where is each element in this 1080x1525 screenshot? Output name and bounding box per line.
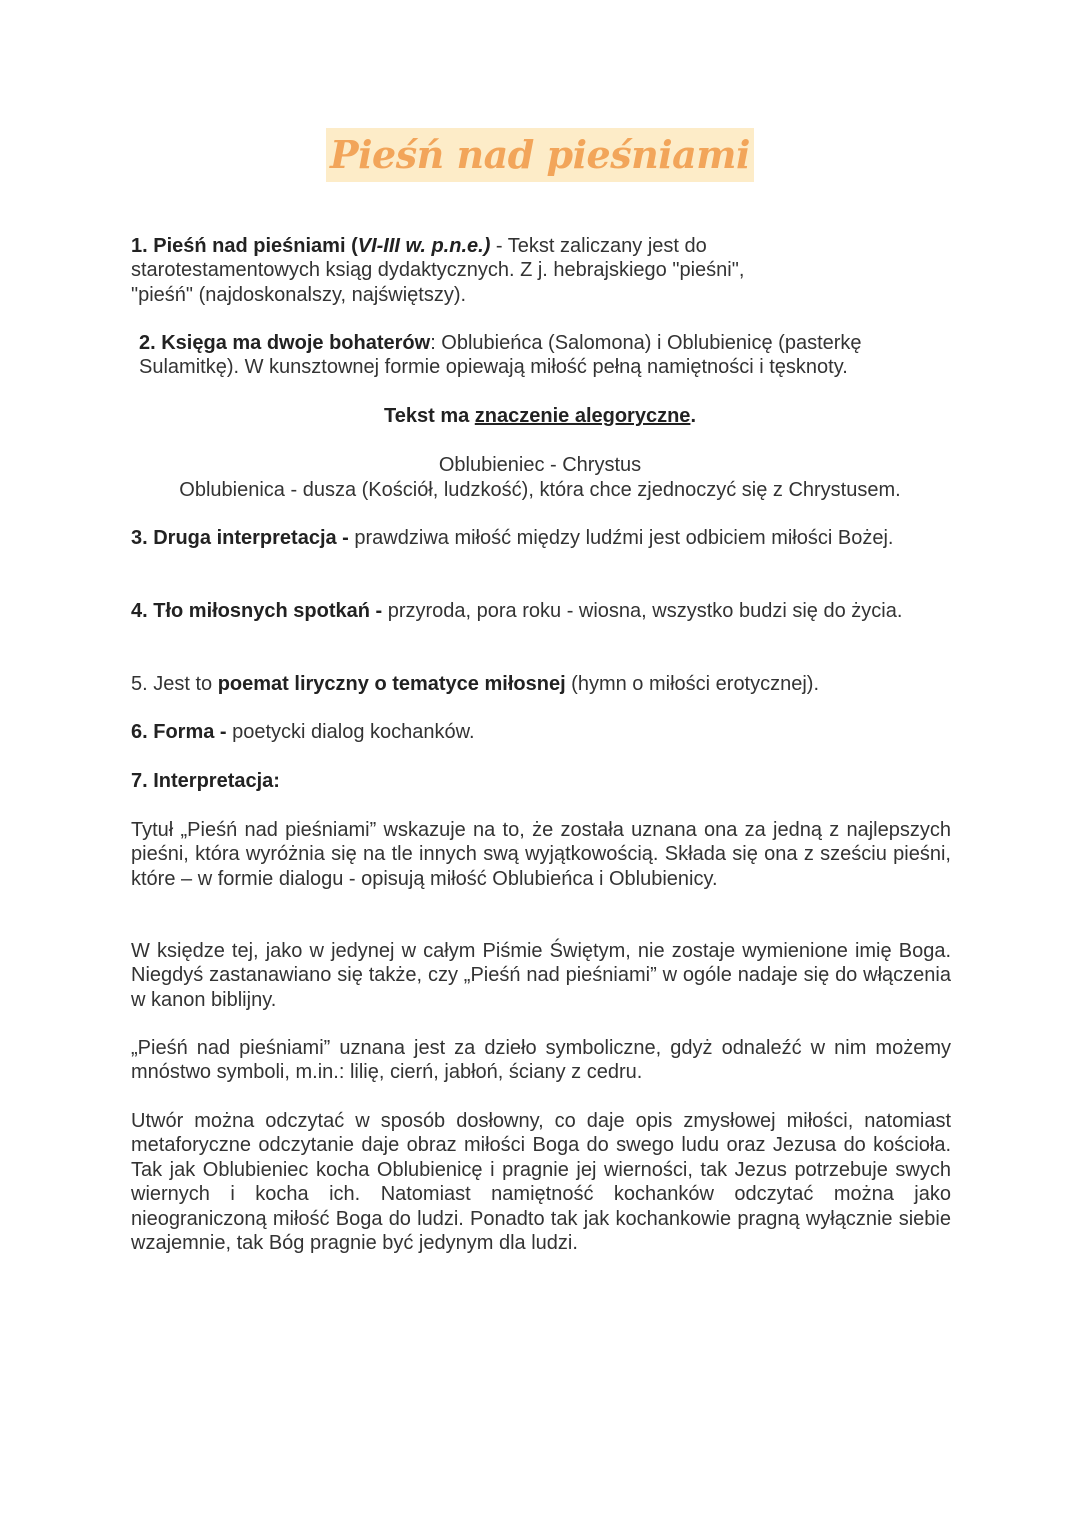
- allegory-heading: [0, 404, 1080, 428]
- point-4-text: przyroda, pora roku - wiosna, wszystko budzi się do życia.: [382, 600, 903, 622]
- point-6-text: poetycki dialog kochanków.: [226, 721, 475, 743]
- allegory-line-2: Oblubienica - dusza (Kościół, ludzkość), która chce zjednoczyć się z Chrystusem.: [179, 479, 901, 501]
- point-3-text: prawdziwa miłość między ludźmi jest odbiciem miłości Bożej.: [348, 527, 894, 549]
- allegory-line-1: Oblubieniec - Chrystus: [438, 454, 642, 476]
- allegory-heading-bold: Tekst ma: [384, 405, 475, 427]
- interpretation-paragraph-1: Tytuł „Pieśń nad pieśniami” wskazuje na to, że została uznana ona za jedną z najlepszych pieśni, która wyróżnia się na tle innych swą wyjątkowością. Składa się ona z sześciu pieśni, które – w formie dialogu - opisują miłość Oblubieńca i Oblubienicy.: [131, 819, 951, 890]
- point-3: [131, 526, 951, 550]
- point-7-heading: 7. Interpretacja:: [131, 770, 280, 792]
- point-5-start: 5. Jest to: [131, 673, 218, 695]
- interpretation-paragraph-3: „Pieśń nad pieśniami” uznana jest za dzieło symboliczne, gdyż odnaleźć w nim możemy mnóstwo symboli, m.in.: lilię, cierń, jabłoń, ściany z cedru.: [131, 1037, 951, 1084]
- point-5-text: (hymn o miłości erotycznej).: [565, 673, 820, 695]
- point-6-bold: 6. Forma -: [131, 721, 227, 743]
- interpretation-paragraph-4: Utwór można odczytać w sposób dosłowny, co daje opis zmysłowej miłości, natomiast metaforyczne odczytanie daje obraz miłości Boga do swego ludu oraz Jezusa do kościoła. Tak jak Oblubieniec kocha Oblubienicę i pragnie jej wierności, tak Jezus potrzebuje swych wiernych i kocha ich. Natomiast namiętność kochanków odczytać można jako nieograniczoną miłość Boga do ludzi. Ponadto tak jak kochankowie pragną wyłącznie siebie wzajemnie, tak Bóg pragnie być jedynym dla ludzi.: [131, 1110, 951, 1255]
- point-1-text: - Tekst zaliczany jest do starotestamentowych ksiąg dydaktycznych. Z j. hebrajskiego "pieśni", "pieśń" (najdoskonalszy, najświętszy).: [131, 235, 745, 306]
- point-5: [131, 672, 951, 696]
- point-2-bold: 2. Księga ma dwoje bohaterów: [139, 332, 431, 354]
- point-2-text: : Oblubieńca (Salomona) i Oblubienicę (pasterkę Sulamitkę). W kunsztownej formie opiewają miłość pełną namiętności i tęsknoty.: [139, 332, 862, 379]
- point-1-date: VI-III w. p.n.e.): [357, 235, 491, 257]
- page-title: Pieśń nad pieśniami: [326, 128, 754, 182]
- point-6: [131, 720, 951, 744]
- point-4-bold: 4. Tło miłosnych spotkań -: [131, 600, 383, 622]
- point-3-bold: 3. Druga interpretacja -: [131, 527, 349, 549]
- point-2: [139, 331, 951, 380]
- point-5-bold: poemat liryczny o tematyce miłosnej: [217, 673, 566, 695]
- title-container: [0, 128, 1080, 182]
- allegory-heading-end: .: [690, 405, 696, 427]
- point-1-bold: 1. Pieśń nad pieśniami (: [131, 235, 358, 257]
- interpretation-paragraph-2: W księdze tej, jako w jedynej w całym Piśmie Świętym, nie zostaje wymienione imię Boga. Niegdyś zastanawiano się także, czy „Pieśń nad pieśniami” w ogóle nadaje się do włączenia w kanon biblijny.: [131, 940, 951, 1011]
- point-4: [131, 599, 951, 623]
- point-1: [131, 234, 771, 307]
- allegory-heading-underline: znaczenie alegoryczne: [474, 405, 691, 427]
